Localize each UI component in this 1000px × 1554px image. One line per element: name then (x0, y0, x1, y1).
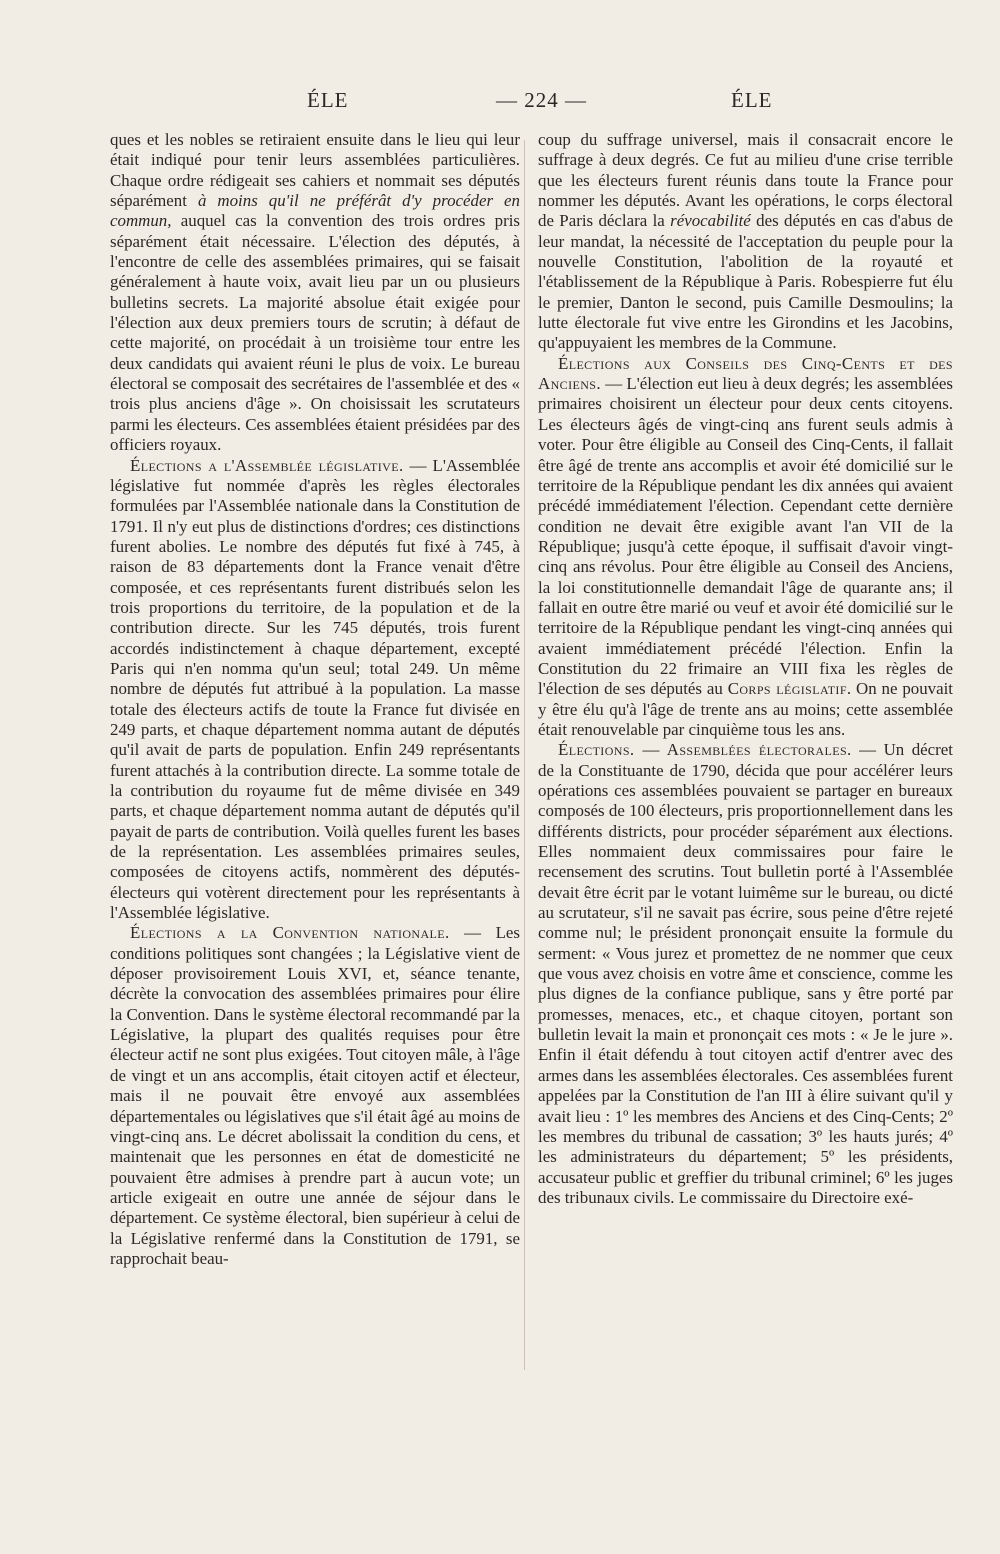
column-divider (524, 140, 525, 1370)
italic-text: à moins qu'il ne préférât d'y procéder en commun, (110, 191, 520, 231)
paragraph-text: — Un décret de la Constituante de 1790, décida que pour accélérer leurs opérations ces assemblées pouvaient se partager en bureaux composés de 100 électeurs, pris proportionnellement dans les différents districts, pour procéder séparément aux élections. Elles nommaient deux commissaires pour faire le recensement des scrutins. Tout bulletin porté à l'Assemblée devait être écrit par le votant luimême sur le bureau, ou dicté au scrutateur, s'il ne savait pas écrire, sous peine d'être rejeté comme nul; le président prononçait ensuite la formule du serment: « Vous jurez et promettez de ne nommer que ceux que vous avez choisis en votre âme et conscience, comme les plus dignes de la confiance publique, sans y être porté par promesses, menaces, etc., et chaque citoyen, portant son bulletin levait la main et prononçait ces mots : « Je le jure ». Enfin il était défendu à tout citoyen actif d'entrer avec des armes dans les assemblées électorales. Ces assemblées furent appelées par la Constitution de l'an III à élire suivant qu'il y avait lieu : 1º les membres des Anciens et des Cinq-Cents; 2º les membres du tribunal de cassation; 3º les hauts jurés; 4º les administrateurs du département; 5º les présidents, accusateur public et greffier du tribunal criminel; 6º les juges des tribunaux civils. Le commissaire du Directoire exé- (538, 740, 953, 1207)
page-number: — 224 — (496, 88, 587, 112)
paragraph-text: ques et les nobles se retiraient ensuite dans le lieu qui leur était indiqué pour tenir leurs assemblées particulières. Chaque ordre rédigeait ses cahiers et nommait ses députés séparément (110, 130, 520, 211)
header-right-term: ÉLE (731, 88, 773, 112)
paragraph-text: — Les conditions politiques sont changées ; la Législative vient de déposer provisoirement Louis XVI, et, séance tenante, décrète la convocation des assemblées primaires pour élire la Convention. Dans le système électoral recommandé par la Législative, la plupart des qualités requises pour être électeur actif ne sont plus exigées. Tout citoyen mâle, à l'âge de vingt et un ans accomplis, était citoyen actif et électeur, mais il ne pouvait être envoyé aux assemblées départementales ou législatives que s'il était âgé au moins de vingt-cinq ans. Le décret abolissait la condition du cens, et maintenait que les personnes en état de domesticité ne pouvaient être admises à prendre part à aucun vote; un article exigeait en outre une année de séjour dans le département. Ce système électoral, bien supérieur à celui de la Législative renfermé dans la Constitution de 1791, se rapprochait beau- (110, 923, 520, 1268)
running-header (0, 88, 1000, 118)
paragraph-text: des députés en cas d'abus de leur mandat, la nécessité de l'acceptation du peuple pour la nouvelle Constitution, l'abolition de la royauté et l'établissement de la République à Paris. Robespierre fut élu le premier, Danton le second, puis Camille Desmoulins; la lutte électorale fut vive entre les Girondins et les Jacobins, qu'appuyaient les membres de la Commune. (538, 211, 953, 353)
header-left-term: ÉLE (307, 88, 349, 112)
section-heading: Élections. — Assemblées électorales. (558, 740, 852, 760)
paragraph (538, 130, 953, 354)
paragraph-text: — L'Assemblée législative fut nommée d'après les règles électorales formulées par l'Assemblée nationale dans la Constitution de 1791. Il n'y eut plus de distinctions d'ordres; ces distinctions furent abolies. Le nombre des députés fut fixé à 745, à raison de 83 départements dont la France venait d'être composée, et ces représentants furent distribués selon les trois proportions du territoire, de la population et de la contribution directe. Sur les 745 députés, trois furent accordés indistinctement à chaque département, excepté Paris qui n'en nomma qu'un seul; total 249. Un même nombre de députés fut attribué à la population. La masse totale des électeurs actifs de toute la France fut divisée en 249 parts, et chaque département nomma autant de députés qu'il avait de parts de population. Enfin 249 représentants furent attachés à la contribution directe. La somme totale de la contribution du royaume fut de même divisée en 349 parts, et chaque département nomma autant de députés qu'il payait de parts de contribution. Voilà quelles furent les bases de la représentation. Les assemblées primaires seules, composées de citoyens actifs, nommèrent des députés-électeurs qui votèrent directement pour les représentants à l'Assemblée législative. (110, 455, 520, 923)
right-column (538, 130, 953, 1208)
paragraph (110, 456, 520, 924)
paragraph-text: . On ne pouvait y être élu qu'à l'âge de trente ans au moins; cette assemblée était renouvelable par cinquième tous les ans. (538, 679, 953, 739)
small-caps-text: Corps législatif (727, 679, 847, 699)
paragraph (110, 923, 520, 1269)
paragraph (110, 130, 520, 456)
italic-text: révocabilité (670, 211, 751, 231)
section-heading: Élections a l'Assemblée législative. (130, 455, 404, 475)
section-heading: Élections aux Conseils des Cinq-Cents et des Anciens. (538, 353, 953, 394)
section-heading: Élections a la Convention nationale. (130, 923, 450, 943)
paragraph (538, 354, 953, 741)
paragraph-text: — L'élection eut lieu à deux degrés; les assemblées primaires choisirent un électeur pour deux cents citoyens. Les électeurs âgés de vingt-cinq ans furent seuls admis à voter. Pour être éligible au Conseil des Cinq-Cents, il fallait être âgé de trente ans accomplis et avoir été domicilié sur le territoire de la République pendant les dix années qui avaient précédé immédiatement l'élection. Cependant cette dernière condition ne devait être exigible avant l'an VII de la République; jusqu'à cette époque, il suffisait d'avoir vingt-cinq ans révolus. Pour être éligible au Conseil des Anciens, la loi constitutionnelle demandait l'âge de quarante ans; il fallait en outre être marié ou veuf et avoir été domicilié sur le territoire de la République pendant les vingt-cinq années qui avaient immédiatement précédé l'élection. Enfin la Constitution du 22 frimaire an VIII fixa les règles de l'élection de ses députés au (538, 374, 953, 699)
paragraph-text: coup du suffrage universel, mais il consacrait encore le suffrage à deux degrés. Ce fut au milieu d'une crise terrible que les électeurs furent réunis dans toute la France pour nommer les députés. Avant les opérations, le corps électoral de Paris déclara la (538, 130, 953, 231)
paragraph (538, 740, 953, 1208)
paragraph-text: auquel cas la convention des trois ordres pris séparément était nécessaire. L'élection des députés, à l'encontre de celle des assemblées primaires, qui se faisait généralement à haute voix, avait lieu par un ou plusieurs bulletins secrets. La majorité absolue était exigée pour l'élection aux deux premiers tours de scrutin; à défaut de cette majorité, on procédait à un troisième tour entre les deux candidats qui avaient réuni le plus de voix. Le bureau électoral se composait des secrétaires de l'assemblée et des « trois plus anciens d'âge ». On choisissait les scrutateurs parmi les électeurs. Ces assemblées étaient présidées par des officiers royaux. (110, 211, 520, 455)
left-column (110, 130, 520, 1269)
